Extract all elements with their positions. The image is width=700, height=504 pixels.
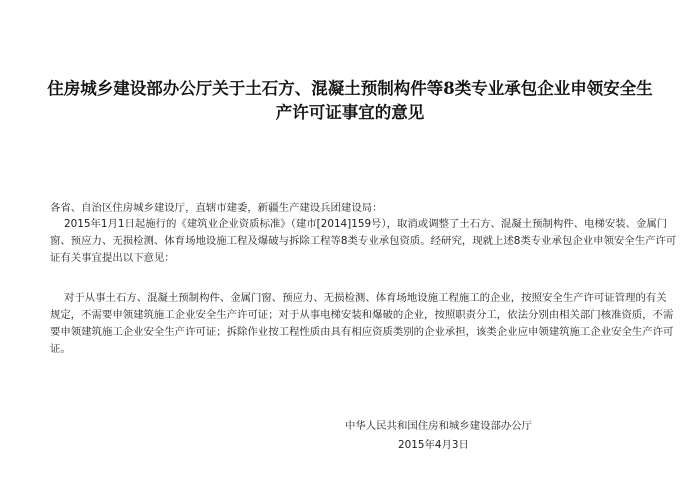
document-title-line-2: 产许可证事宜的意见 xyxy=(275,103,425,122)
paragraph-2-line-3: 要申领建筑施工企业安全生产许可证；拆除作业按工程性质由具有相应资质类别的企业承担，该类企业应申领建筑施工企业安全生产许可 xyxy=(50,326,674,338)
paragraph-2-line-4: 证。 xyxy=(50,343,71,355)
signature-date: 2015年4月3日 xyxy=(398,439,469,451)
paragraph-1-line-2: 窗、预应力、无损检测、体育场地设施工程及爆破与拆除工程等8类专业承包资质。经研究，现就上述8类专业承包企业申领安全生产许可 xyxy=(50,235,677,247)
paragraph-2-line-1: 对于从事土石方、混凝土预制构件、金属门窗、预应力、无损检测、体育场地设施工程施工的企业，按照安全生产许可证管理的有关 xyxy=(64,292,667,304)
document-title-line-1: 住房城乡建设部办公厅关于土石方、混凝土预制构件等8类专业承包企业申领安全生 xyxy=(47,79,653,98)
salutation: 各省、自治区住房城乡建设厅，直辖市建委，新疆生产建设兵团建设局： xyxy=(50,202,383,214)
paragraph-2-line-2: 规定，不需要申领建筑施工企业安全生产许可证；对于从事电梯安装和爆破的企业，按照职责分工，依法分别由相关部门核准资质，不需 xyxy=(50,309,674,321)
paragraph-1-line-1: 2015年1月1日起施行的《建筑业企业资质标准》（建市[2014]159号），取消或调整了土石方、混凝土预制构件、电梯安装、金属门 xyxy=(64,218,668,230)
signature-organization: 中华人民共和国住房和城乡建设部办公厅 xyxy=(345,420,533,432)
paragraph-1-line-3: 证有关事宜提出以下意见： xyxy=(50,252,175,264)
